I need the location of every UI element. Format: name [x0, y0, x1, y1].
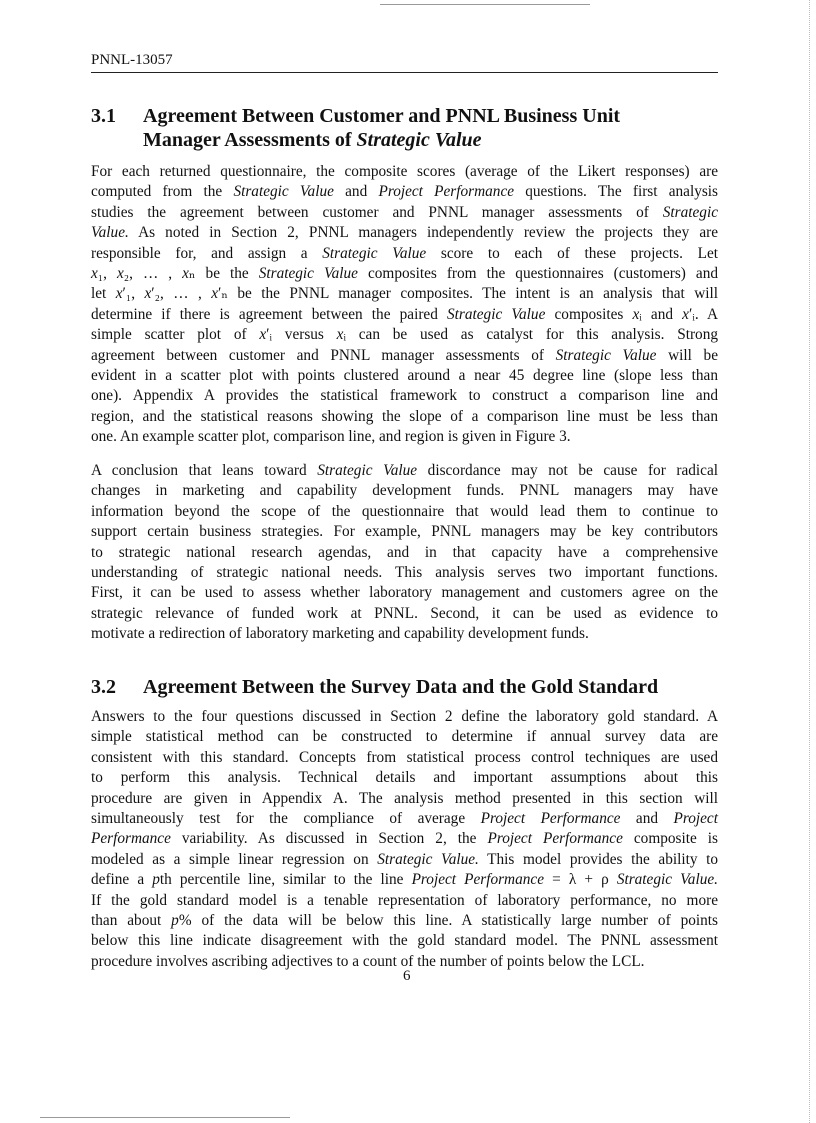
text-line [91, 244, 718, 264]
italic-text: Project Performance [480, 810, 621, 828]
text-run: ₂, … , [123, 265, 183, 283]
italic-text: Strategic Value. [377, 850, 479, 868]
italic-text: Project Performance [487, 830, 623, 848]
text-run: As noted in Section 2, PNNL managers independently review the projects they are [128, 224, 718, 242]
text-run: define a [91, 871, 153, 889]
text-line [91, 305, 718, 325]
paragraph [91, 162, 718, 448]
page-number: 6 [403, 968, 411, 984]
text-run: ′ᵢ versus [266, 326, 337, 344]
text-run: determine if there is agreement between the paired [91, 305, 447, 323]
italic-text: Strategic Value. [616, 871, 718, 889]
italic-text: x [682, 305, 689, 323]
text-run: th percentile line, similar to the line [159, 871, 412, 889]
text-run: support certain business strategies. For example, PNNL managers may be key contributors [91, 523, 718, 541]
text-run: region, and the statistical reasons showing the slope of a comparison line must be less than [91, 407, 718, 425]
scan-artifact [380, 4, 590, 5]
italic-text: Strategic Value [233, 183, 334, 201]
text-line [91, 891, 718, 911]
text-line [91, 481, 718, 501]
text-line [91, 911, 718, 931]
header-rule [91, 72, 718, 73]
section-title-line2: Manager Assessments of [143, 129, 357, 151]
text-run: simultaneously test for the compliance of average [91, 810, 481, 828]
text-line [91, 264, 718, 284]
italic-text: x [336, 326, 344, 344]
text-line [91, 386, 718, 406]
italic-text: p [152, 871, 160, 889]
italic-text: Strategic Value [447, 305, 546, 323]
italic-text: Strategic Value [555, 346, 657, 364]
text-line [91, 829, 718, 849]
text-run: score to each of these projects. Let [426, 244, 718, 262]
text-run: let [91, 285, 116, 303]
italic-text: Project [673, 810, 718, 828]
italic-text: x [259, 326, 267, 344]
text-line [91, 427, 718, 447]
text-run: For each returned questionnaire, the composite scores (average of the Likert responses) are [91, 163, 718, 180]
text-line [91, 182, 718, 202]
text-run: evident in a scatter plot with points clustered around a near 45 degree line (slope less than [91, 367, 718, 385]
italic-text: x [182, 265, 189, 283]
text-line [91, 502, 718, 522]
text-run: to strategic national research agendas, and in that capacity have a comprehensive [91, 543, 718, 561]
section-title-italic: Strategic Value [356, 129, 482, 151]
text-run: motivate a redirection of laboratory marketing and capability development funds. [91, 625, 589, 643]
text-line [91, 768, 718, 788]
italic-text: x [91, 265, 98, 283]
text-line [91, 809, 718, 829]
report-id: PNNL-13057 [91, 52, 173, 68]
italic-text: Performance [91, 830, 171, 848]
text-run: ′₂, … , [151, 285, 212, 303]
text-line [91, 522, 718, 542]
italic-text: p [171, 912, 179, 930]
text-run: questions. The first analysis [514, 183, 719, 201]
text-run: one. An example scatter plot, comparison line, and region is given in Figure 3. [91, 428, 571, 446]
text-line [91, 624, 718, 644]
text-line [91, 162, 718, 182]
text-run: First, it can be used to assess whether laboratory management and customers agree on the [91, 584, 718, 602]
text-run: = λ + ρ [543, 871, 617, 889]
text-run: changes in marketing and capability development funds. PNNL managers may have [91, 482, 718, 500]
text-run: composites from the questionnaires (customers) and [357, 265, 718, 283]
text-run: composites [545, 305, 633, 323]
section-title-line1: Agreement Between Customer and PNNL Business Unit [143, 105, 621, 127]
text-line [91, 850, 718, 870]
text-run: responsible for, and assign a [91, 244, 323, 262]
text-line [91, 461, 718, 481]
italic-text: x [116, 265, 124, 283]
text-run: computed from the [91, 183, 234, 201]
text-line [91, 870, 718, 890]
text-run: ′ᵢ. A [688, 305, 718, 323]
text-run: below this line indicate disagreement with the gold standard model. The PNNL assessment [91, 932, 718, 950]
text-line [91, 543, 718, 563]
text-run: will be [656, 346, 718, 364]
text-run: modeled as a simple linear regression on [91, 850, 378, 868]
text-line [91, 563, 718, 583]
text-run: procedure involves ascribing adjectives to a count of the number of points below the LCL. [91, 952, 645, 970]
text-line [91, 727, 718, 747]
text-run: one). Appendix A provides the statistical framework to construct a comparison line and [91, 387, 718, 405]
text-line [91, 707, 718, 727]
italic-text: Value. [91, 224, 129, 242]
paragraph [91, 461, 718, 645]
italic-text: Strategic [662, 203, 718, 221]
text-run: information beyond the scope of the questionnaire that would lead them to continue to [91, 502, 718, 520]
text-line [91, 366, 718, 386]
text-run: ᵢ and [639, 305, 683, 323]
text-run: consistent with this standard. Concepts from statistical process control techniques are used [91, 748, 718, 766]
text-run: simple scatter plot of [91, 326, 260, 344]
text-run: variability. As discussed in Section 2, the [170, 830, 488, 848]
text-line [91, 407, 718, 427]
text-run: strategic relevance of funded work at PNNL. Second, it can be used as evidence to [91, 604, 718, 622]
paragraph [91, 707, 718, 972]
text-run: than about [91, 912, 172, 930]
text-run: ′₁, [122, 285, 145, 303]
text-line [91, 325, 718, 345]
text-run: composite is [622, 830, 718, 848]
text-run: ′ₙ be the PNNL manager composites. The intent is an analysis that will [218, 285, 719, 303]
italic-text: Project Performance [411, 871, 544, 889]
text-line [91, 284, 718, 304]
text-run: to perform this analysis. Technical details and important assumptions about this [91, 769, 718, 787]
text-line [91, 223, 718, 243]
text-run: and [333, 183, 379, 201]
text-run: and [620, 810, 674, 828]
text-line [91, 931, 718, 951]
text-run: If the gold standard model is a tenable representation of laboratory performance, no more [91, 891, 718, 909]
scan-edge [808, 0, 810, 1123]
text-run: studies the agreement between customer and PNNL manager assessments of [91, 203, 663, 221]
text-run: This model provides the ability to [478, 850, 718, 868]
scan-artifact [40, 1117, 290, 1118]
italic-text: x [211, 285, 219, 303]
text-run: understanding of strategic national needs. This analysis serves two important functions. [91, 564, 718, 582]
italic-text: Strategic Value [317, 462, 418, 479]
italic-text: Project Performance [378, 183, 515, 201]
text-line [91, 583, 718, 603]
text-run: % of the data will be below this line. A statistically large number of points [178, 912, 718, 930]
text-run: simple statistical method can be constructed to determine if annual survey data are [91, 728, 718, 746]
italic-text: x [632, 305, 640, 323]
italic-text: Strategic Value [258, 265, 358, 283]
section-number: 3.2 [91, 676, 116, 698]
italic-text: x [144, 285, 152, 303]
italic-text: x [115, 285, 123, 303]
text-run: ₁, [97, 265, 117, 283]
section-number: 3.1 [91, 105, 116, 127]
text-line [91, 748, 718, 768]
text-run: ₙ be the [188, 265, 259, 283]
text-line [91, 789, 718, 809]
section-3-1-heading [91, 104, 620, 152]
text-line [91, 346, 718, 366]
italic-text: Strategic Value [322, 244, 427, 262]
text-line [91, 203, 718, 223]
text-run: discordance may not be cause for radical [417, 462, 718, 479]
text-run: Answers to the four questions discussed in Section 2 define the laboratory gold standard. A [91, 708, 718, 725]
text-run: agreement between customer and PNNL manager assessments of [91, 346, 556, 364]
text-run: procedure are given in Appendix A. The analysis method presented in this section will [91, 789, 718, 807]
text-run: ᵢ can be used as catalyst for this analysis. Strong [343, 326, 718, 344]
section-3-2-heading [91, 675, 658, 699]
section-title: Agreement Between the Survey Data and the Gold Standard [143, 676, 659, 698]
text-run: A conclusion that leans toward [91, 462, 318, 479]
text-line [91, 604, 718, 624]
